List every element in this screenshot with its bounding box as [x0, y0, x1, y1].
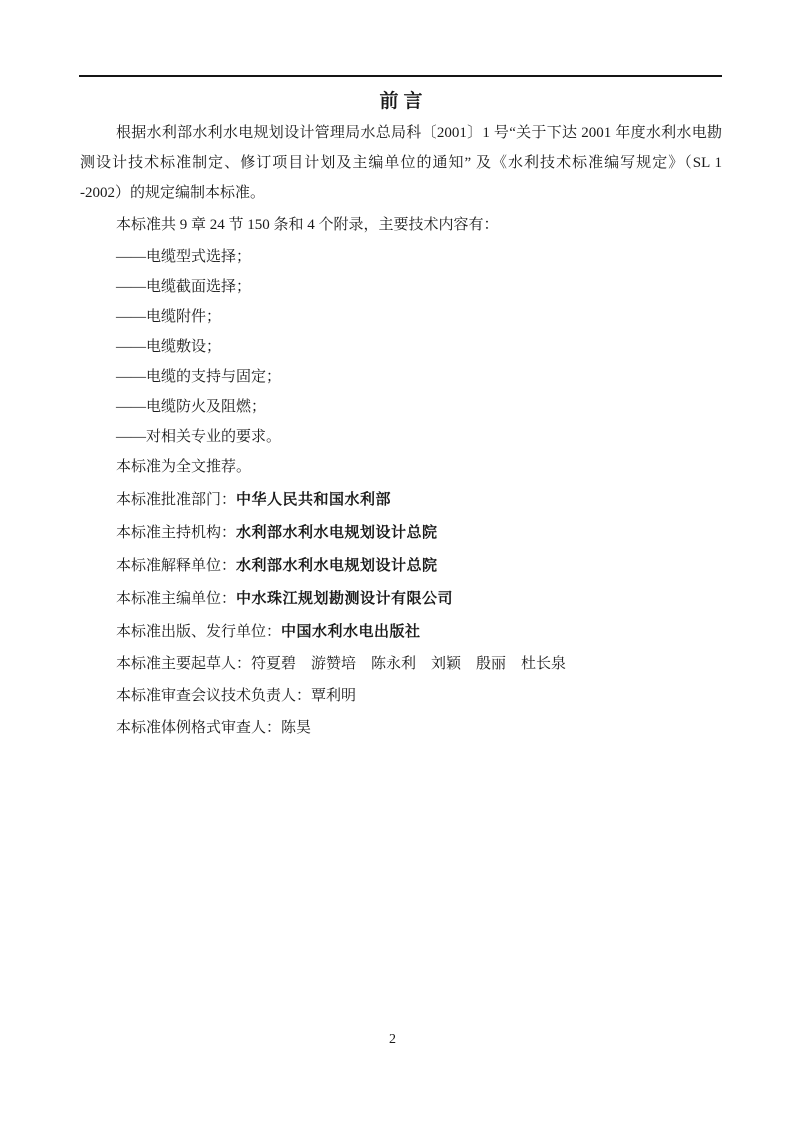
- page-content: [80, 88, 722, 745]
- list-item: ——对相关专业的要求。: [116, 429, 282, 445]
- personnel-names: 陈昊: [281, 720, 312, 736]
- personnel-row: [80, 713, 722, 743]
- personnel-names: 符夏碧 游赞培 陈永利 刘颖 殷丽 杜长泉: [251, 656, 567, 672]
- credit-label: 本标准主持机构：: [116, 525, 237, 541]
- credit-value: 中国水利水电出版社: [281, 622, 421, 640]
- contents-summary: 本标准共 9 章 24 节 150 条和 4 个附录，主要技术内容有：: [116, 217, 499, 233]
- credit-label: 本标准出版、发行单位：: [116, 624, 282, 640]
- personnel-label: 本标准体例格式审查人：: [116, 720, 282, 736]
- list-item: ——电缆的支持与固定；: [116, 369, 282, 385]
- credit-row: [80, 616, 722, 647]
- credit-value: 中华人民共和国水利部: [236, 490, 392, 508]
- personnel-row: [80, 681, 722, 711]
- credit-row: [80, 484, 722, 515]
- recommendation-note: 本标准为全文推荐。: [116, 459, 252, 475]
- personnel-names: 覃利明: [311, 688, 357, 704]
- header-divider: [79, 75, 722, 77]
- credit-value: 水利部水利水电规划设计总院: [236, 556, 438, 574]
- intro-paragraph: 根据水利部水利水电规划设计管理局水总局科〔2001〕1 号“关于下达 2001 年度水利水电勘测设计技术标准制定、修订项目计划及主编单位的通知” 及《水利技术标准编写规定》（SL 1 -2002）的规定编制本标准。: [80, 125, 722, 201]
- credit-row: [80, 517, 722, 548]
- list-item: ——电缆截面选择；: [116, 279, 252, 295]
- personnel-label: 本标准审查会议技术负责人：: [116, 688, 312, 704]
- credit-label: 本标准解释单位：: [116, 558, 237, 574]
- list-item: ——电缆附件；: [116, 309, 222, 325]
- personnel-credits: [80, 649, 722, 743]
- list-item: ——电缆敷设；: [116, 339, 222, 355]
- personnel-label: 本标准主要起草人：: [116, 656, 252, 672]
- credit-row: [80, 550, 722, 581]
- credit-label: 本标准主编单位：: [116, 591, 237, 607]
- standard-credits: [80, 484, 722, 647]
- list-item: ——电缆防火及阻燃；: [116, 399, 267, 415]
- technical-contents-list: [80, 242, 722, 452]
- personnel-row: [80, 649, 722, 679]
- list-item: ——电缆型式选择；: [116, 249, 252, 265]
- page-title: 前言: [379, 90, 428, 112]
- credit-value: 水利部水利水电规划设计总院: [236, 523, 438, 541]
- credit-label: 本标准批准部门：: [116, 492, 237, 508]
- credit-row: [80, 583, 722, 614]
- page-number: 2: [389, 1032, 396, 1047]
- credit-value: 中水珠江规划勘测设计有限公司: [236, 589, 454, 607]
